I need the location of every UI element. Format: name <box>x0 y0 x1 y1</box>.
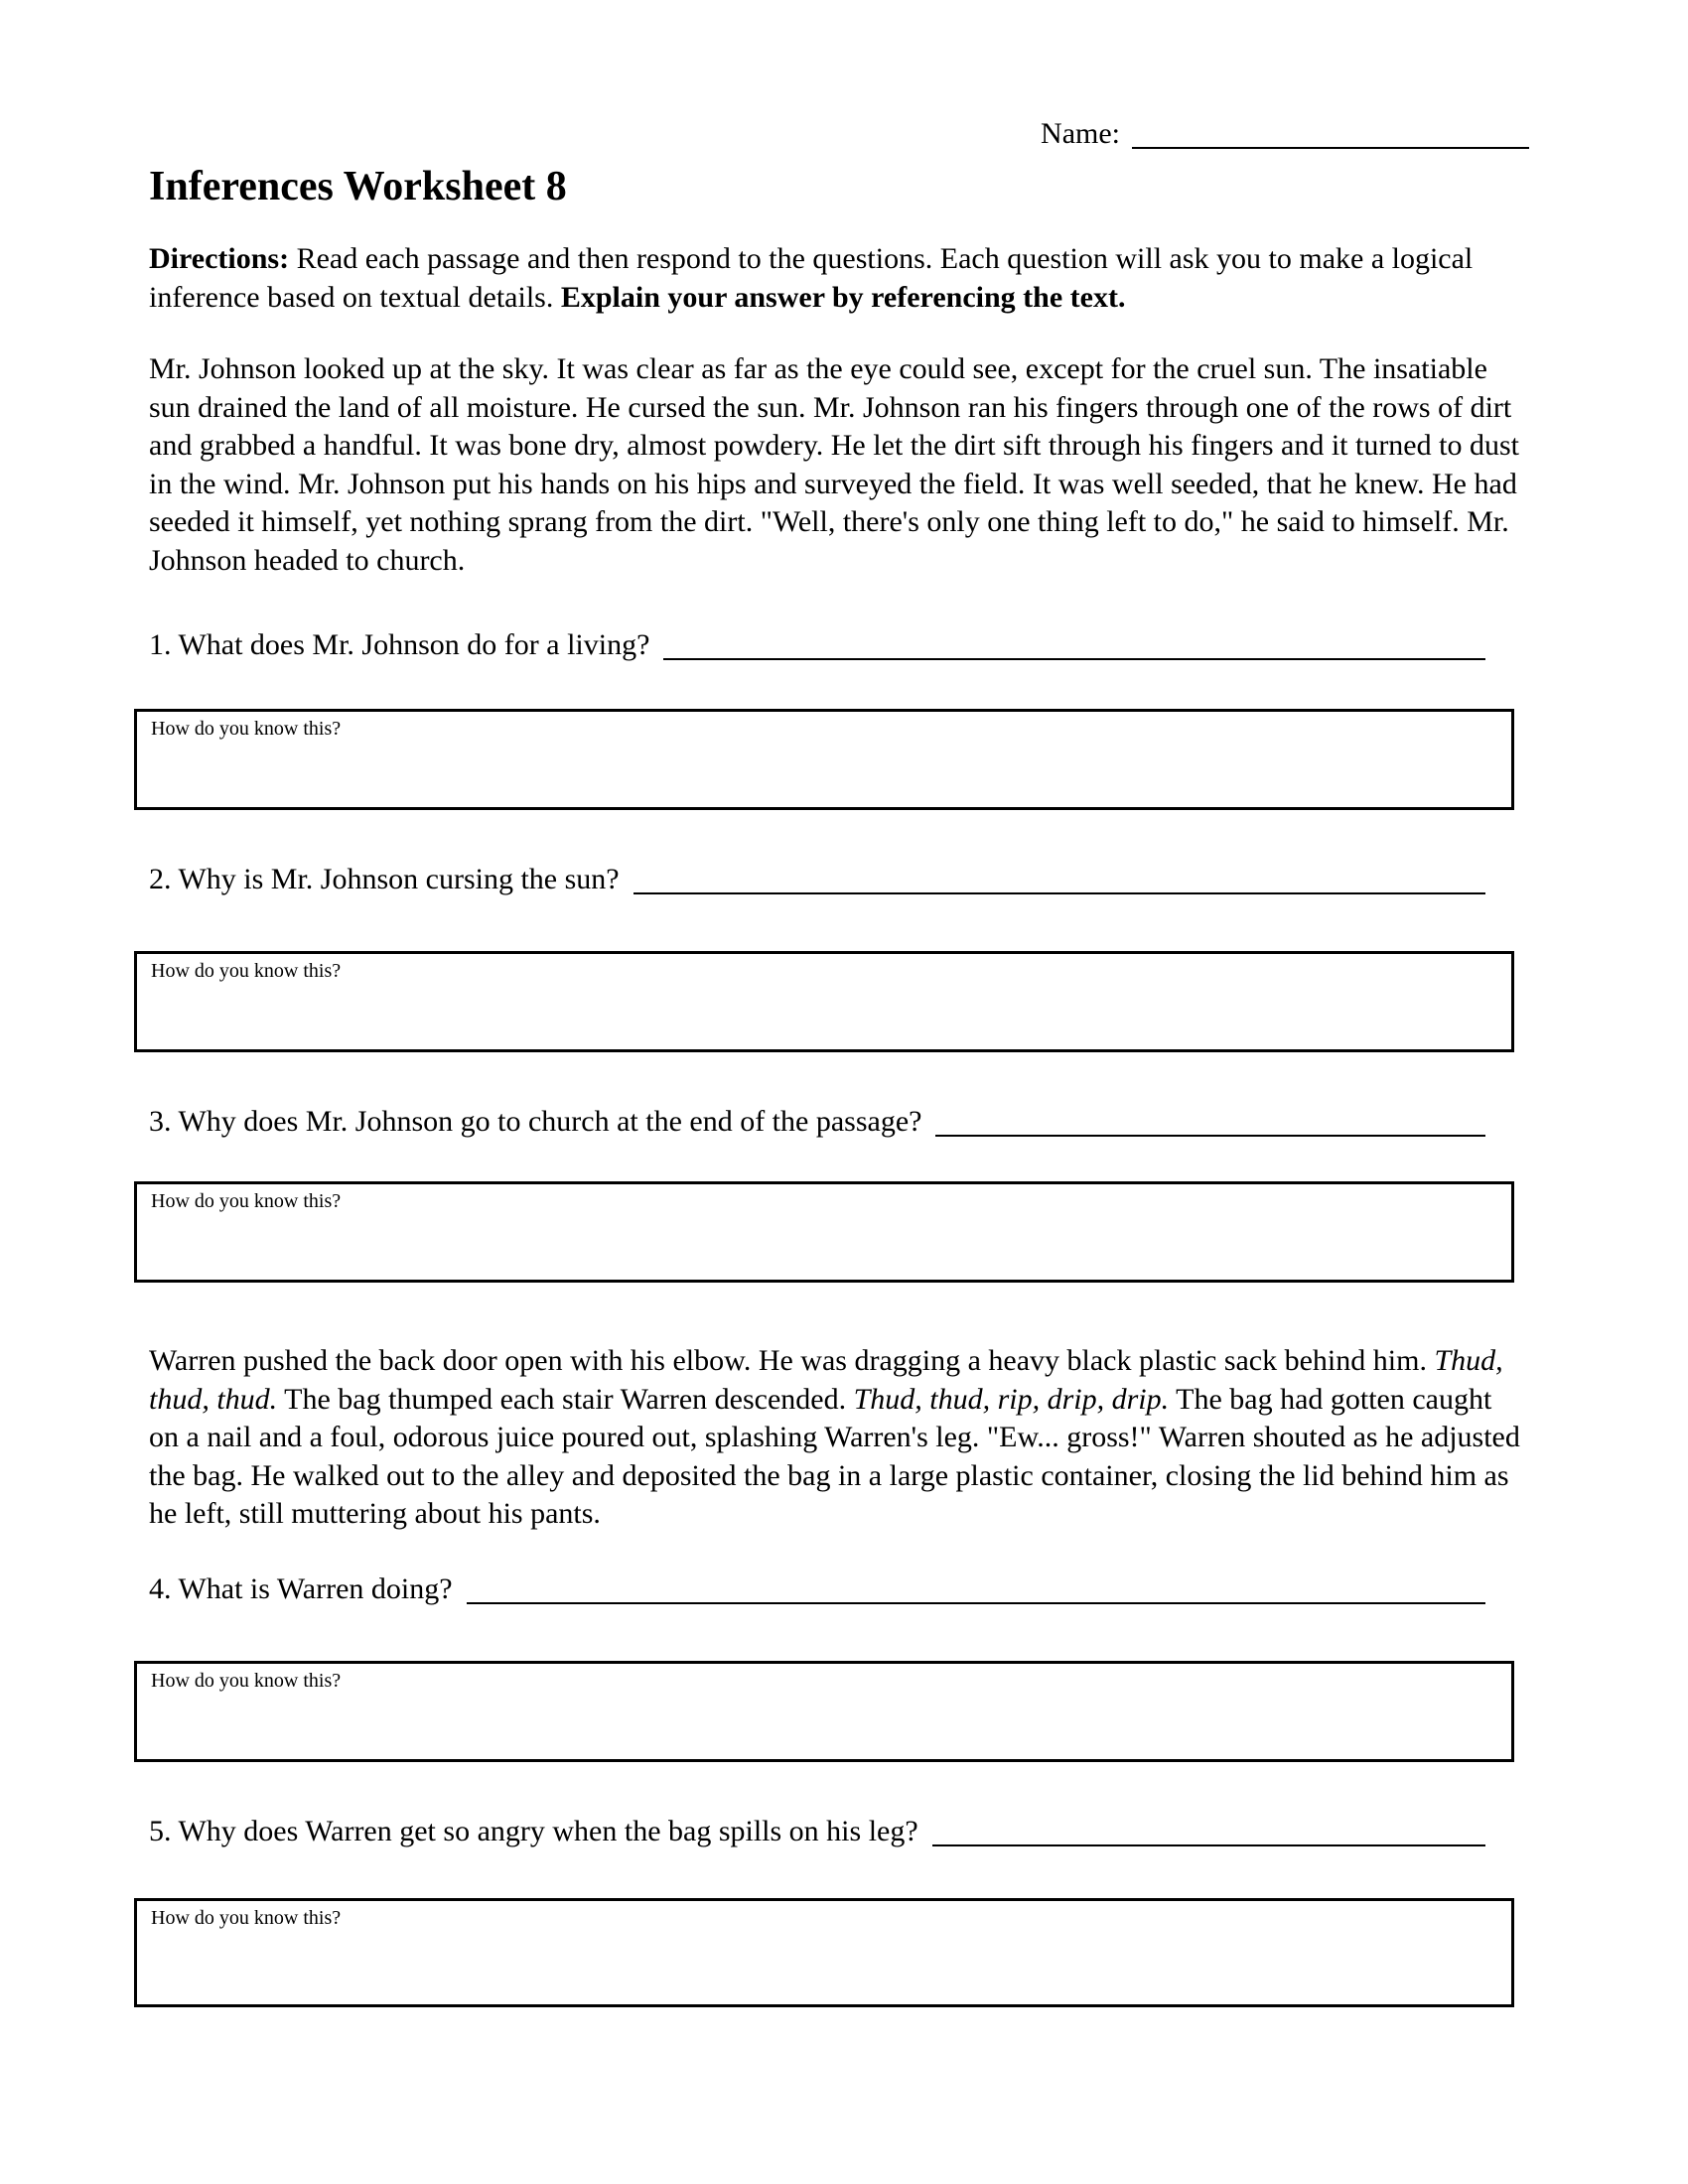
name-blank-line[interactable] <box>1132 147 1529 149</box>
question-4-answer-line[interactable] <box>467 1602 1485 1604</box>
passage-2 <box>149 1342 1524 1534</box>
name-label: Name: <box>1041 117 1120 150</box>
question-3 <box>149 1102 1485 1142</box>
question-2-answer-box[interactable] <box>134 951 1514 1052</box>
text-segment: Directions: <box>149 242 290 275</box>
question-1-answer-line[interactable] <box>663 658 1485 660</box>
question-4 <box>149 1570 1485 1609</box>
answer-box-prompt: How do you know this? <box>151 718 342 740</box>
question-4-label: 4. What is Warren doing? <box>149 1571 453 1605</box>
question-3-answer-box[interactable] <box>134 1181 1514 1283</box>
question-3-answer-line[interactable] <box>935 1135 1485 1137</box>
question-5-answer-line[interactable] <box>932 1844 1485 1846</box>
text-segment: The bag thumped each stair Warren descended. <box>277 1382 854 1416</box>
answer-box-prompt: How do you know this? <box>151 1906 342 1929</box>
question-1-answer-box[interactable] <box>134 709 1514 810</box>
question-1-label: 1. What does Mr. Johnson do for a living? <box>149 628 650 661</box>
question-2-answer-line[interactable] <box>633 892 1485 894</box>
text-segment: Thud, thud, thud. <box>149 1344 1503 1416</box>
question-5 <box>149 1812 1485 1851</box>
passage-1 <box>149 350 1524 580</box>
question-3-label: 3. Why does Mr. Johnson go to church at the end of the passage? <box>149 1105 922 1138</box>
answer-box-prompt: How do you know this? <box>151 960 342 982</box>
question-2-label: 2. Why is Mr. Johnson cursing the sun? <box>149 863 620 895</box>
question-2 <box>149 860 1485 899</box>
page-title: Inferences Worksheet 8 <box>149 164 567 209</box>
answer-box-prompt: How do you know this? <box>151 1190 342 1212</box>
question-1 <box>149 625 1485 665</box>
name-field-row <box>0 0 1688 151</box>
question-5-label: 5. Why does Warren get so angry when the bag spills on his leg? <box>149 1814 918 1847</box>
text-segment: Thud, thud, rip, drip, drip. <box>853 1382 1170 1416</box>
text-segment: The bag had gotten caught on a nail and a foul, odorous juice poured out, splashing Warren's leg. "Ew... gross!" Warren shouted as he adjusted the bag. He walked out to the alley and deposited the bag in a large plastic container, closing the lid behind him as he left, still muttering about his pants. <box>149 1382 1520 1530</box>
directions-text <box>149 240 1524 317</box>
text-segment: Explain your answer by referencing the text. <box>560 280 1126 314</box>
answer-box-prompt: How do you know this? <box>151 1669 342 1692</box>
question-4-answer-box[interactable] <box>134 1661 1514 1762</box>
text-segment: Mr. Johnson looked up at the sky. It was clear as far as the eye could see, except for the cruel sun. The insatiable sun drained the land of all moisture. He cursed the sun. Mr. Johnson ran his fingers through one of the rows of dirt and grabbed a handful. It was bone dry, almost powdery. He let the dirt sift through his fingers and it turned to dust in the wind. Mr. Johnson put his hands on his hips and surveyed the field. It was well seeded, that he knew. He had seeded it himself, yet nothing sprang from the dirt. "Well, there's only one thing left to do," he said to himself. Mr. Johnson headed to church. <box>149 352 1519 577</box>
text-segment: Warren pushed the back door open with his elbow. He was dragging a heavy black plastic sack behind him. <box>149 1344 1435 1377</box>
question-5-answer-box[interactable] <box>134 1898 1514 2007</box>
text-segment: Read each passage and then respond to the questions. Each question will ask you to make a logical inference based on textual details. <box>149 242 1474 314</box>
